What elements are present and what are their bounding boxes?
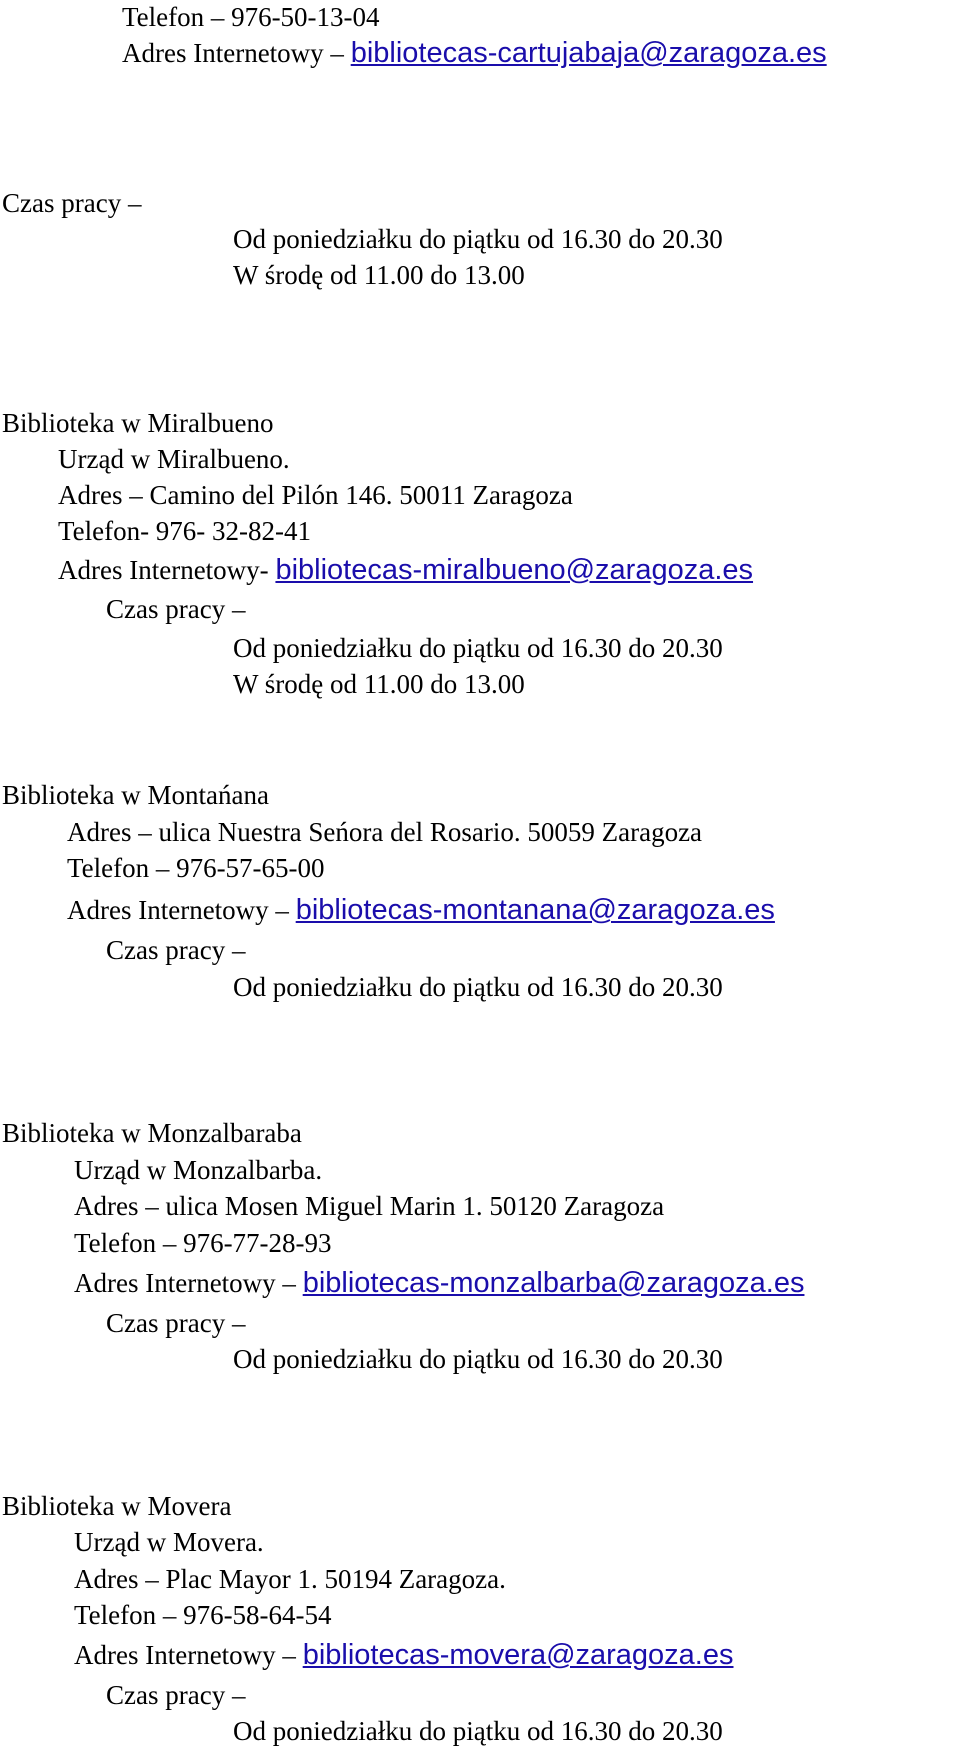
miralbueno-hours-weekday: Od poniedziałku do piątku od 16.30 do 20.30: [233, 633, 723, 663]
movera-phone: Telefon – 976-58-64-54: [74, 1600, 332, 1630]
top-email-line: [122, 36, 827, 70]
monzalbarba-hours-weekday: Od poniedziałku do piątku od 16.30 do 20.30: [233, 1344, 723, 1374]
top-hours-weekday: Od poniedziałku do piątku od 16.30 do 20.30: [233, 224, 723, 254]
monzalbarba-email-line: [74, 1266, 804, 1300]
montanana-title: Biblioteka w Montańana: [2, 780, 269, 810]
miralbueno-phone: Telefon- 976- 32-82-41: [58, 516, 312, 546]
top-email-label: Adres Internetowy –: [122, 38, 351, 68]
movera-email-line: [74, 1638, 734, 1672]
montanana-address: Adres – ulica Nuestra Seńora del Rosario. 50059 Zaragoza: [67, 817, 703, 847]
miralbueno-hours-wednesday: W środę od 11.00 do 13.00: [233, 669, 525, 699]
monzalbarba-office: Urząd w Monzalbarba.: [74, 1155, 323, 1185]
monzalbarba-address: Adres – ulica Mosen Miguel Marin 1. 50120 Zaragoza: [74, 1191, 665, 1221]
miralbueno-email-line: [58, 553, 753, 587]
montanana-hours-title: Czas pracy –: [106, 935, 246, 965]
top-email-link[interactable]: bibliotecas-cartujabaja@zaragoza.es: [350, 37, 827, 69]
montanana-hours-weekday: Od poniedziałku do piątku od 16.30 do 20.30: [233, 972, 723, 1002]
movera-address: Adres – Plac Mayor 1. 50194 Zaragoza.: [74, 1564, 506, 1594]
movera-hours-weekday: Od poniedziałku do piątku od 16.30 do 20.30: [233, 1716, 723, 1746]
top-hours-wednesday: W środę od 11.00 do 13.00: [233, 260, 525, 290]
miralbueno-email-link[interactable]: bibliotecas-miralbueno@zaragoza.es: [275, 554, 754, 586]
montanana-email-link[interactable]: bibliotecas-montanana@zaragoza.es: [295, 894, 775, 926]
movera-hours-title: Czas pracy –: [106, 1680, 246, 1710]
movera-title: Biblioteka w Movera: [2, 1491, 232, 1521]
montanana-phone: Telefon – 976-57-65-00: [67, 853, 325, 883]
monzalbarba-hours-title: Czas pracy –: [106, 1308, 246, 1338]
movera-email-label: Adres Internetowy –: [74, 1640, 303, 1670]
movera-office: Urząd w Movera.: [74, 1527, 264, 1557]
montanana-email-label: Adres Internetowy –: [67, 895, 296, 925]
monzalbarba-title: Biblioteka w Monzalbaraba: [2, 1118, 302, 1148]
miralbueno-office: Urząd w Miralbueno.: [58, 444, 290, 474]
miralbueno-hours-title: Czas pracy –: [106, 594, 246, 624]
top-hours-title: Czas pracy –: [2, 188, 142, 218]
movera-email-link[interactable]: bibliotecas-movera@zaragoza.es: [302, 1639, 734, 1671]
miralbueno-email-label: Adres Internetowy-: [58, 555, 276, 585]
miralbueno-address: Adres – Camino del Pilón 146. 50011 Zaragoza: [58, 480, 573, 510]
monzalbarba-email-link[interactable]: bibliotecas-monzalbarba@zaragoza.es: [302, 1267, 805, 1299]
monzalbarba-email-label: Adres Internetowy –: [74, 1268, 303, 1298]
montanana-email-line: [67, 893, 775, 927]
monzalbarba-phone: Telefon – 976-77-28-93: [74, 1228, 332, 1258]
top-phone: Telefon – 976-50-13-04: [122, 2, 380, 32]
miralbueno-title: Biblioteka w Miralbueno: [2, 408, 274, 438]
